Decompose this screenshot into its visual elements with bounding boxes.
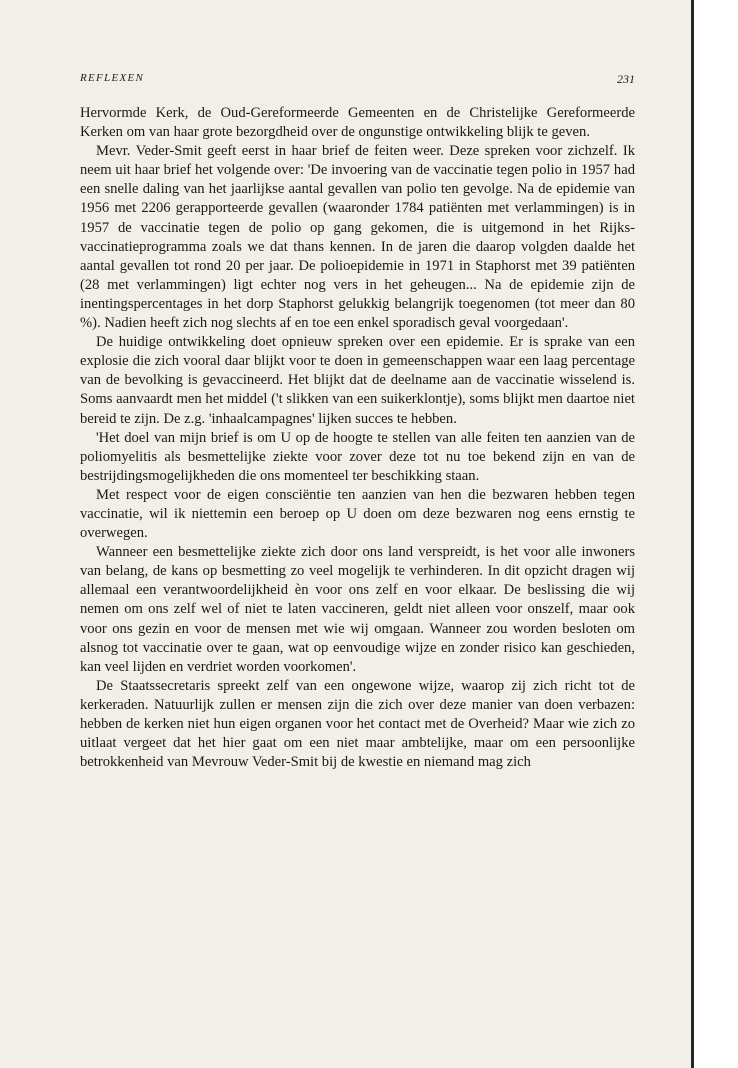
page-header bbox=[80, 72, 635, 92]
paragraph: Mevr. Veder-Smit geeft eerst in haar brief de feiten weer. Deze spreken voor zichzelf. Ik neem uit haar brief het volgende over: 'De invoering van de vaccinatie tegen polio in 1957 had een snelle daling van het jaarlijkse aantal gevallen van polio ten gevolge. Na de epidemie van 1956 met 2206 gerapporteerde gevallen (waaronder 1784 patiënten met verlammingen) is in 1957 de vaccinatie tegen de polio op gang gekomen, die is uitgemond in het Rijks-vaccinatieprogramma zoals we dat thans kennen. In de jaren die daarop volgden daalde het aantal gevallen tot rond 20 per jaar. De polioepidemie in 1971 in Staphorst met 39 patiënten (28 met verlammingen) ligt echter nog vers in het geheugen... Na de epidemie zijn de inentingspercentages in het dorp Staphorst gelukkig belangrijk toegenomen (tot meer dan 80 %). Nadien heeft zich nog slechts af en toe een enkel sporadisch geval voorgedaan'. bbox=[80, 143, 635, 332]
running-head: REFLEXEN bbox=[80, 72, 145, 84]
body-text bbox=[80, 104, 635, 772]
paragraph: De huidige ontwikkeling doet opnieuw spreken over een epidemie. Er is sprake van een explosie die zich vooral daar blijkt voor te doen in gemeenschappen waar een laag percentage van de bevolking is gevaccineerd. Het blijkt dat de deelname aan de vaccinatie wisselend is. Soms aanvaardt men het middel ('t slikken van een suikerklontje), soms blijkt men daartoe niet bereid te zijn. De z.g. 'inhaalcampagnes' lijken succes te hebben. bbox=[80, 334, 635, 427]
paragraph: 'Het doel van mijn brief is om U op de hoogte te stellen van alle feiten ten aanzien van de poliomyelitis als besmettelijke ziekte voor zover deze tot nu toe bekend zijn en van de bestrijdingsmogelijkheden die ons momenteel ter beschikking staan. bbox=[80, 429, 635, 484]
paragraph: Met respect voor de eigen consciëntie ten aanzien van hen die bezwaren hebben tegen vaccinatie, wil ik niettemin een beroep op U doen om deze bezwaren nog eens ernstig te overwegen. bbox=[80, 486, 635, 542]
paragraph: Hervormde Kerk, de Oud-Gereformeerde Gemeenten en de Christelijke Gereformeerde Kerken om van haar grote bezorgdheid over de ongunstige ontwikkeling blijk te geven. bbox=[80, 105, 635, 141]
paragraph: De Staatssecretaris spreekt zelf van een ongewone wijze, waarop zij zich richt tot de kerkeraden. Natuurlijk zullen er mensen zijn die zich over deze manier van doen verbazen: hebben de kerken niet hun eigen organen voor het contact met de Overheid? Maar wie zich zo uitlaat vergeet dat het hier gaat om een niet maar ambtelijke, maar om een persoonlijke betrokkenheid van Mevrouw Veder-Smit bij de kwestie en niemand mag zich bbox=[80, 677, 635, 771]
paragraph: Wanneer een besmettelijke ziekte zich door ons land verspreidt, is het voor alle inwoners van belang, de kans op besmetting zo veel mogelijk te verhinderen. In dit opzicht dragen wij allemaal een verantwoordelijkheid èn voor ons zelf en voor elkaar. De beslissing die wij nemen om ons zelf wel of niet te laten vaccineren, geldt niet alleen voor onszelf, maar ook voor ons gezin en voor de mensen met wie wij omgaan. Wanneer zou worden besloten om alsnog tot vaccinatie over te gaan, wat op eenvoudige wijze en zonder risico kan geschieden, kan veel lijden en verdriet worden voorkomen'. bbox=[80, 544, 635, 675]
page-number: 231 bbox=[617, 72, 635, 86]
